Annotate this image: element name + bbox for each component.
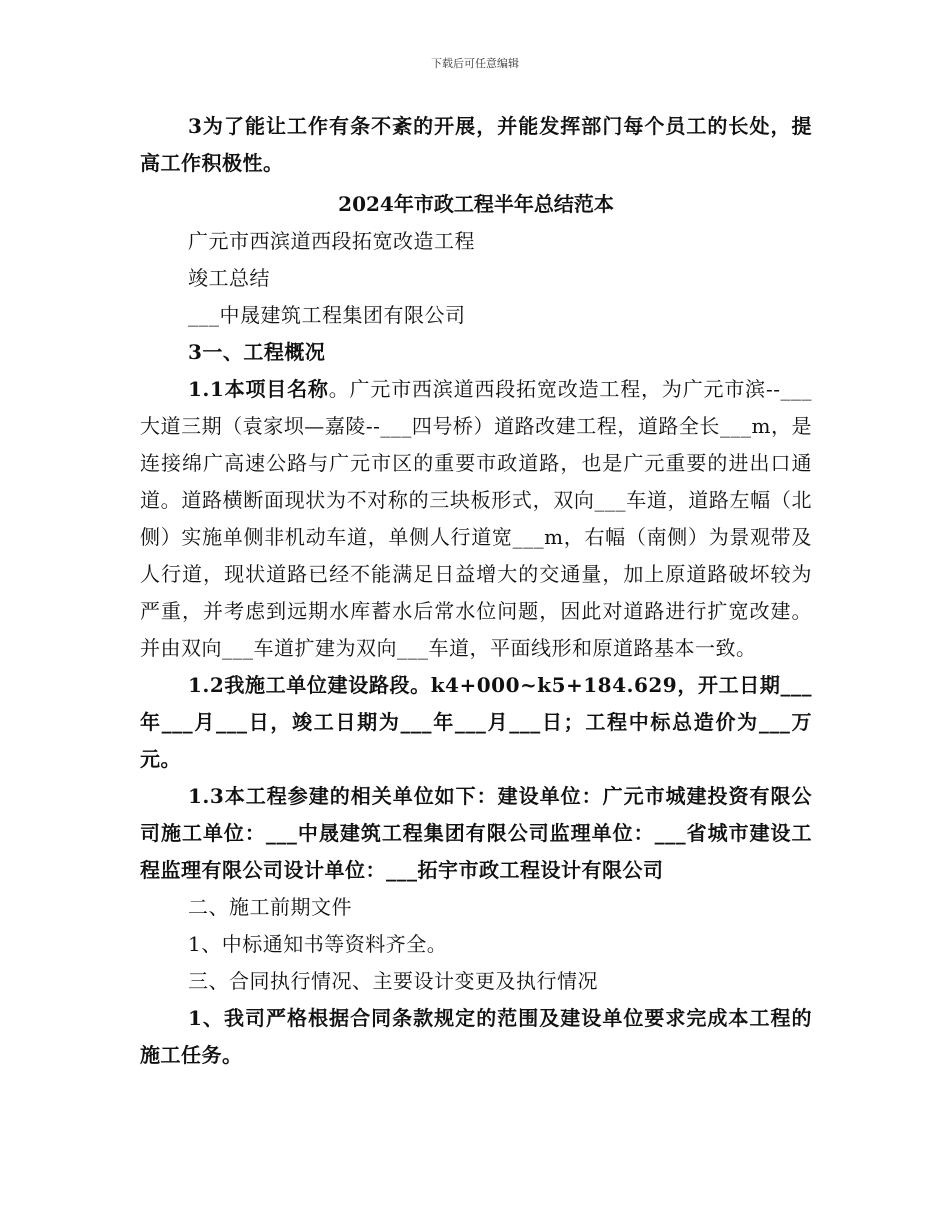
section-2-item-1: 1、中标通知书等资料齐全。: [188, 932, 448, 956]
project-name-line: 广元市西滨道西段拓宽改造工程: [188, 229, 475, 253]
section-3-heading: 三、合同执行情况、主要设计变更及执行情况: [188, 969, 598, 993]
company-line: ___中晟建筑工程集团有限公司: [188, 303, 466, 327]
section-2-heading: 二、施工前期文件: [188, 895, 352, 919]
intro-paragraph: 3为了能让工作有条不紊的开展，并能发挥部门每个员工的长处，提高工作积极性。: [140, 114, 812, 175]
document-body: [140, 108, 812, 1074]
paragraph-1-1-lead: 1.1本项目名称: [188, 377, 329, 401]
header-note: 下载后可任意编辑: [431, 57, 519, 70]
section-1-heading: 3一、工程概况: [188, 340, 326, 364]
summary-label-line: 竣工总结: [188, 266, 270, 290]
document-title: 2024年市政工程半年总结范本: [338, 192, 614, 216]
paragraph-1-2: 1.2我施工单位建设路段。k4+000~k5+184.629，开工日期___年___月___日，竣工日期为___年___月___日；工程中标总造价为___万元。: [140, 673, 812, 771]
paragraph-1-1-body: 。广元市西滨道西段拓宽改造工程，为广元市滨--___大道三期（袁家坝—嘉陵--___四号桥）道路改建工程，道路全长___m，是连接绵广高速公路与广元市区的重要市政道路，也是广元重要的进出口通道。道路横断面现状为不对称的三块板形式，双向___车道，道路左幅（北侧）实施单侧非机动车道，单侧人行道宽___m，右幅（南侧）为景观带及人行道，现状道路已经不能满足日益增大的交通量，加上原道路破坏较为严重，并考虑到远期水库蓄水后常水位问题，因此对道路进行扩宽改建。并由双向___车道扩建为双向___车道，平面线形和原道路基本一致。: [140, 377, 813, 660]
section-3-item-1: 1、我司严格根据合同条款规定的范围及建设单位要求完成本工程的施工任务。: [140, 1006, 812, 1067]
paragraph-1-3: 1.3本工程参建的相关单位如下：建设单位：广元市城建投资有限公司施工单位：___中晟建筑工程集团有限公司监理单位：___省城市建设工程监理有限公司设计单位：___拓宇市政工程设计有限公司: [140, 784, 812, 882]
paragraph-1-1: [140, 371, 812, 667]
